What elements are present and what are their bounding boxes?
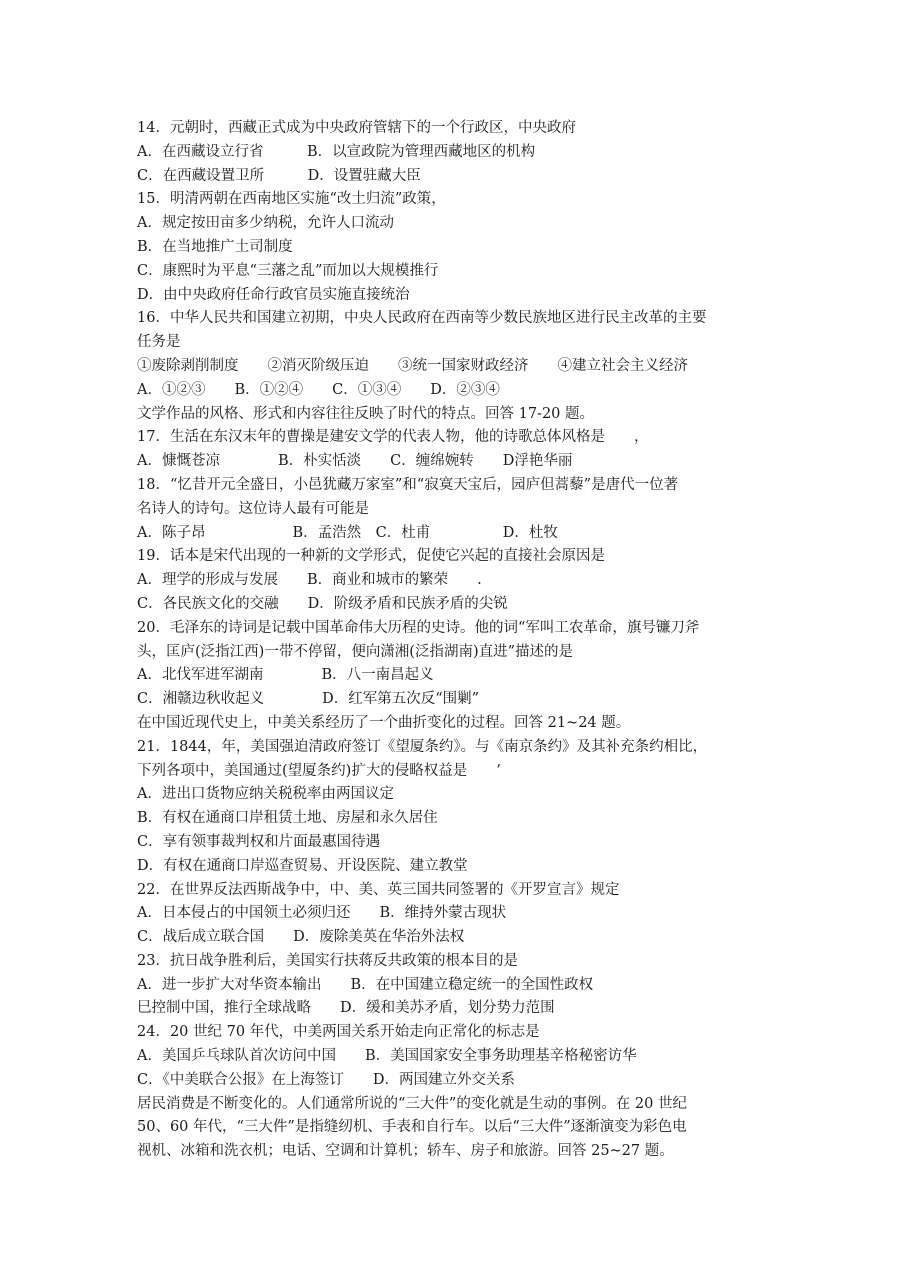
text-line <box>137 641 777 665</box>
text-line <box>137 355 777 379</box>
text-segment: D浮艳华丽 <box>502 453 573 470</box>
text-line <box>137 474 777 498</box>
text-segment: C．康熙时为平息“三藩之乱”而加以大规模推行 <box>137 262 439 279</box>
text-line <box>137 664 777 688</box>
text-line <box>137 141 777 165</box>
text-line <box>137 760 777 784</box>
text-segment: 居民消费是不断变化的。人们通常所说的“三大件”的变化就是生动的事例。在 20 世纪 <box>137 1095 687 1112</box>
text-line <box>137 902 777 926</box>
text-segment: D．废除美英在华治外法权 <box>293 929 465 946</box>
text-segment: 24．20 世纪 70 年代，中美两国关系开始走向正常化的标志是 <box>137 1024 540 1041</box>
text-segment: C．湘赣边秋收起义 <box>137 691 265 708</box>
text-segment: 名诗人的诗句。这位诗人最有可能是 <box>137 500 369 517</box>
text-line <box>137 1069 777 1093</box>
text-segment: C．杜甫 <box>375 524 431 541</box>
text-line <box>137 783 777 807</box>
text-segment: C．缠绵婉转 <box>390 453 474 470</box>
text-segment: 16．中华人民共和国建立初期，中央人民政府在西南等少数民族地区进行民主改革的主要 <box>137 310 707 327</box>
text-segment: C．在西藏设置卫所 <box>137 167 265 184</box>
text-line <box>137 284 777 308</box>
text-line <box>137 688 777 712</box>
text-segment: 50、60 年代，“三大件”是指缝纫机、手表和自行车。以后“三大件”逐渐演变为彩色电 <box>137 1119 687 1136</box>
text-line <box>137 545 777 569</box>
text-line <box>137 1045 777 1069</box>
text-segment: 文学作品的风格、形式和内容往往反映了时代的特点。回答 17-20 题。 <box>137 405 595 422</box>
text-segment: 19．话本是宋代出现的一种新的文学形式，促使它兴起的直接社会原因是 <box>137 548 605 565</box>
text-segment: ①废除剥削制度 <box>137 357 239 374</box>
text-line <box>137 260 777 284</box>
text-line <box>137 1021 777 1045</box>
text-line <box>137 831 777 855</box>
text-line <box>137 498 777 522</box>
text-line <box>137 879 777 903</box>
text-segment: B．以宣政院为管理西藏地区的机构 <box>306 143 536 160</box>
text-line <box>137 117 777 141</box>
text-line <box>137 997 777 1021</box>
text-segment: 14．元朝时，西藏正式成为中央政府管辖下的一个行政区，中央政府 <box>137 120 576 136</box>
text-line <box>137 855 777 879</box>
text-line <box>137 736 777 760</box>
text-segment: ②消灭阶级压迫 <box>267 357 369 374</box>
text-segment: B．在当地推广土司制度 <box>137 238 293 255</box>
text-segment: A．理学的形成与发展 <box>137 572 278 589</box>
text-segment: C．各民族文化的交融 <box>137 595 279 612</box>
text-segment: A．①②③ <box>137 381 206 398</box>
text-segment: A．进一步扩大对华资本输出 <box>137 976 322 993</box>
text-segment: D．红军第五次反“围剿” <box>322 691 480 708</box>
text-line <box>137 426 777 450</box>
text-segment: 20．毛泽东的诗词是记载中国革命伟大历程的史诗。他的词“军叫工农革命，旗号镰刀斧 <box>137 619 700 636</box>
text-segment: A．慷慨苍凉 <box>137 453 220 470</box>
text-line <box>137 950 777 974</box>
text-segment: 17．生活在东汉末年的曹操是建安文学的代表人物，他的诗歌总体风格是 ， <box>137 429 649 446</box>
text-segment: D．杜牧 <box>502 524 558 541</box>
text-line <box>137 307 777 331</box>
text-line <box>137 1093 777 1117</box>
text-segment: A．在西藏设立行省 <box>137 143 264 160</box>
text-segment: B．朴实恬淡 <box>277 453 362 470</box>
text-segment: A．进出口货物应纳关税税率由两国议定 <box>137 786 394 803</box>
text-segment: D．由中央政府任命行政官员实施直接统治 <box>137 286 410 303</box>
text-segment: C．战后成立联合国 <box>137 929 265 946</box>
text-line <box>137 974 777 998</box>
text-line <box>137 807 777 831</box>
text-line <box>137 1116 777 1140</box>
text-line <box>137 450 777 474</box>
text-segment: D．两国建立外交关系 <box>372 1071 515 1088</box>
text-segment: 巳控制中国，推行全球战略 <box>137 1000 311 1017</box>
text-segment: 23．抗日战争胜利后，美国实行扶蒋反共政策的根本目的是 <box>137 952 518 969</box>
text-segment: C．①③④ <box>332 381 402 398</box>
text-segment: A．日本侵占的中国领土必须归还 <box>137 905 351 922</box>
text-line <box>137 236 777 260</box>
text-line <box>137 926 777 950</box>
text-segment: ④建立社会主义经济 <box>557 357 688 374</box>
text-segment: A．陈子昂 <box>137 524 206 541</box>
text-segment: 18．“忆昔开元全盛日，小邑犹藏万家室”和“寂寞天宝后，园庐但蒿藜”是唐代一位著 <box>137 476 679 493</box>
text-segment: A．美国乒乓球队首次访问中国 <box>137 1048 336 1065</box>
text-segment: C．享有领事裁判权和片面最惠国待遇 <box>137 833 381 850</box>
text-line <box>137 403 777 427</box>
text-segment: A．规定按田亩多少纳税，允许人口流动 <box>137 215 394 232</box>
text-line <box>137 522 777 546</box>
text-segment: B．商业和城市的繁荣 . <box>306 572 482 589</box>
text-line <box>137 1140 777 1164</box>
text-segment: D．有权在通商口岸巡查贸易、开设医院、建立教堂 <box>137 857 468 874</box>
text-segment: B．孟浩然 <box>292 524 362 541</box>
text-line <box>137 712 777 736</box>
text-segment: B．美国国家安全事务助理基辛格秘密访华 <box>364 1048 637 1065</box>
text-segment: 21．1844，年，美国强迫清政府签订《望厦条约》。与《南京条约》及其补充条约相比， <box>137 738 708 755</box>
text-segment: D．缓和美苏矛盾，划分势力范围 <box>340 1000 555 1017</box>
text-segment: 视机、冰箱和洗衣机；电话、空调和计算机；轿车、房子和旅游。回答 25~27 题。 <box>137 1143 674 1160</box>
text-line <box>137 331 777 355</box>
text-segment: B．八一南昌起义 <box>321 667 434 684</box>
text-line <box>137 593 777 617</box>
text-segment: D．阶级矛盾和民族矛盾的尖锐 <box>307 595 508 612</box>
text-segment: 下列各项中，美国通过(望厦条约)扩大的侵略权益是 ’ <box>137 762 501 779</box>
text-line <box>137 165 777 189</box>
text-segment: 头，匡庐(泛指江西)一带不停留，便向潇湘(泛指湖南)直进”描述的是 <box>137 643 574 660</box>
text-segment: 15．明清两朝在西南地区实施“改土归流”政策， <box>137 191 446 208</box>
text-segment: C．《中美联合公报》在上海签订 <box>137 1071 344 1088</box>
text-line <box>137 617 777 641</box>
text-line <box>137 212 777 236</box>
text-segment: D．②③④ <box>430 381 500 398</box>
text-segment: 任务是 <box>137 334 181 351</box>
text-line <box>137 188 777 212</box>
text-segment: 22．在世界反法西斯战争中，中、美、英三国共同签署的《开罗宣言》规定 <box>137 881 620 898</box>
exam-page <box>137 117 777 1164</box>
text-segment: B．在中国建立稳定统一的全国性政权 <box>350 976 594 993</box>
text-line <box>137 569 777 593</box>
text-segment: ③统一国家财政经济 <box>398 357 529 374</box>
text-line <box>137 379 777 403</box>
text-segment: D．设置驻藏大臣 <box>307 167 421 184</box>
text-segment: B．有权在通商口岸租赁土地、房屋和永久居住 <box>137 810 438 827</box>
text-segment: 在中国近现代史上，中美关系经历了一个曲折变化的过程。回答 21~24 题。 <box>137 714 631 731</box>
text-segment: B．①②④ <box>234 381 304 398</box>
text-segment: A．北伐军进军湖南 <box>137 667 264 684</box>
text-segment: B．维持外蒙古现状 <box>379 905 507 922</box>
